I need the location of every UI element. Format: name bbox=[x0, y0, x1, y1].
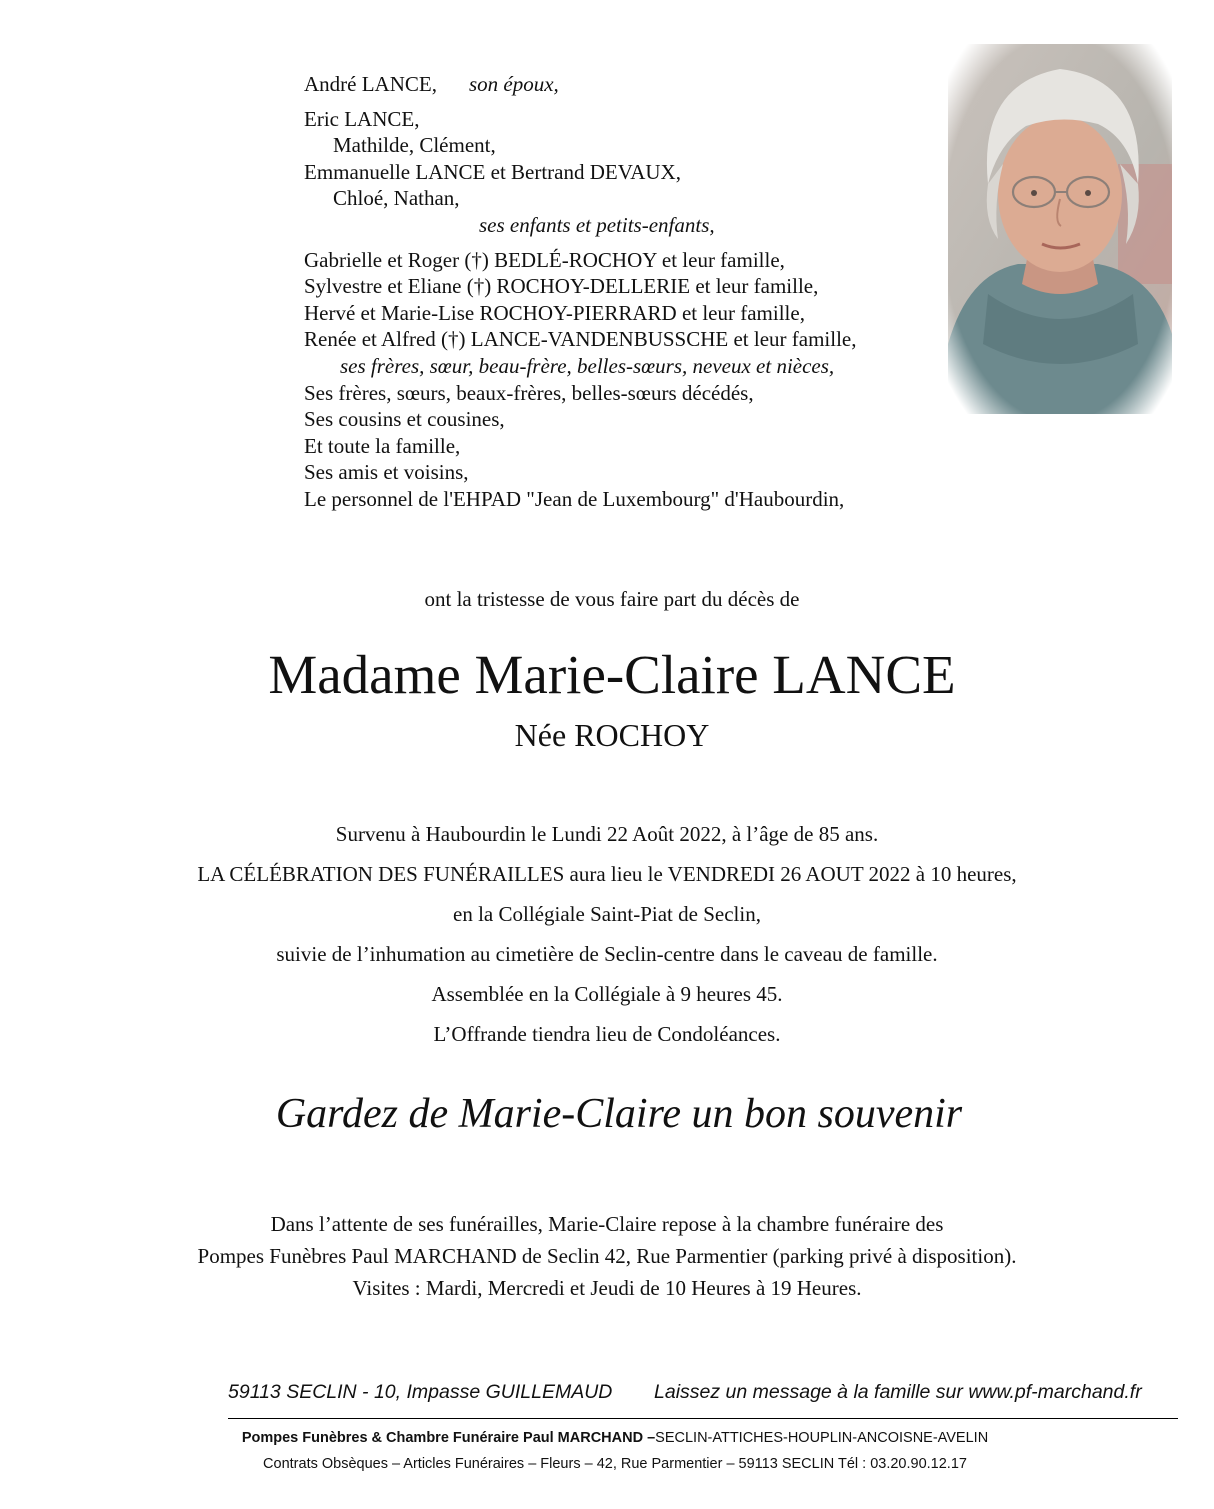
spouse-role: son époux, bbox=[468, 72, 559, 96]
sibling-line: Hervé et Marie-Lise ROCHOY-PIERRARD et leur famille, bbox=[304, 300, 805, 325]
footer-services: Contrats Obsèques – Articles Funéraires – Fleurs – 42, Rue Parmentier – 59113 SECLIN Tél : 03.20.90.12.17 bbox=[263, 1456, 967, 1472]
detail-line: Survenu à Haubourdin le Lundi 22 Août 2022, à l’âge de 85 ans. bbox=[335, 822, 879, 846]
other-line: Et toute la famille, bbox=[304, 433, 461, 458]
other-line: Ses cousins et cousines, bbox=[304, 407, 505, 432]
footer-address: 59113 SECLIN - 10, Impasse GUILLEMAUD bbox=[228, 1381, 613, 1403]
detail-line: LA CÉLÉBRATION DES FUNÉRAILLES aura lieu le VENDREDI 26 AOUT 2022 à 10 heures, bbox=[197, 862, 1017, 886]
detail-line: en la Collégiale Saint-Piat de Seclin, bbox=[453, 902, 761, 926]
sibling-line: Sylvestre et Eliane (†) ROCHOY-DELLERIE et leur famille, bbox=[304, 274, 819, 299]
sibling-line: Renée et Alfred (†) LANCE-VANDENBUSSCHE et leur famille, bbox=[304, 327, 857, 352]
other-line: Le personnel de l'EHPAD "Jean de Luxembourg" d'Haubourdin, bbox=[304, 486, 845, 511]
announcement: ont la tristesse de vous faire part du décès de bbox=[424, 587, 800, 611]
footer-divider bbox=[228, 1418, 1178, 1419]
spouse-name: André LANCE, bbox=[304, 72, 437, 96]
detail-line: suivie de l’inhumation au cimetière de Seclin-centre dans le caveau de famille. bbox=[276, 942, 938, 966]
portrait-photo bbox=[948, 44, 1172, 414]
other-line: Ses frères, sœurs, beaux-frères, belles-sœurs décédés, bbox=[304, 380, 754, 405]
visitation-line: Dans l’attente de ses funérailles, Marie-Claire repose à la chambre funéraire des bbox=[270, 1212, 944, 1236]
other-line: Ses amis et voisins, bbox=[304, 460, 469, 485]
grandchild-line: Mathilde, Clément, bbox=[333, 133, 496, 158]
detail-line: Assemblée en la Collégiale à 9 heures 45. bbox=[431, 982, 783, 1006]
visitation-line: Visites : Mardi, Mercredi et Jeudi de 10 Heures à 19 Heures. bbox=[352, 1276, 862, 1300]
footer-company-towns: SECLIN-ATTICHES-HOUPLIN-ANCOISNE-AVELIN bbox=[655, 1430, 989, 1446]
memorial-quote: Gardez de Marie-Claire un bon souvenir bbox=[275, 1091, 963, 1137]
siblings-role: ses frères, sœur, beau-frère, belles-sœurs, neveux et nièces, bbox=[340, 353, 835, 378]
sibling-line: Gabrielle et Roger (†) BEDLÉ-ROCHOY et leur famille, bbox=[304, 247, 785, 272]
grandchild-line: Chloé, Nathan, bbox=[333, 186, 460, 211]
deceased-name: Madame Marie-Claire LANCE bbox=[268, 644, 956, 705]
children-role: ses enfants et petits-enfants, bbox=[479, 212, 715, 237]
footer-website-message: Laissez un message à la famille sur www.pf-marchand.fr bbox=[654, 1381, 1142, 1403]
child-line: Eric LANCE, bbox=[304, 106, 420, 131]
family-list bbox=[304, 71, 944, 513]
visitation-line: Pompes Funèbres Paul MARCHAND de Seclin 42, Rue Parmentier (parking privé à disposition). bbox=[197, 1244, 1017, 1268]
footer-company bbox=[0, 1430, 1214, 1446]
maiden-name: Née ROCHOY bbox=[514, 717, 710, 753]
footer-company-name: Pompes Funèbres & Chambre Funéraire Paul MARCHAND – bbox=[241, 1430, 656, 1446]
detail-line: L’Offrande tiendra lieu de Condoléances. bbox=[433, 1022, 781, 1046]
spouse-line bbox=[304, 71, 944, 98]
child-line: Emmanuelle LANCE et Bertrand DEVAUX, bbox=[304, 159, 681, 184]
